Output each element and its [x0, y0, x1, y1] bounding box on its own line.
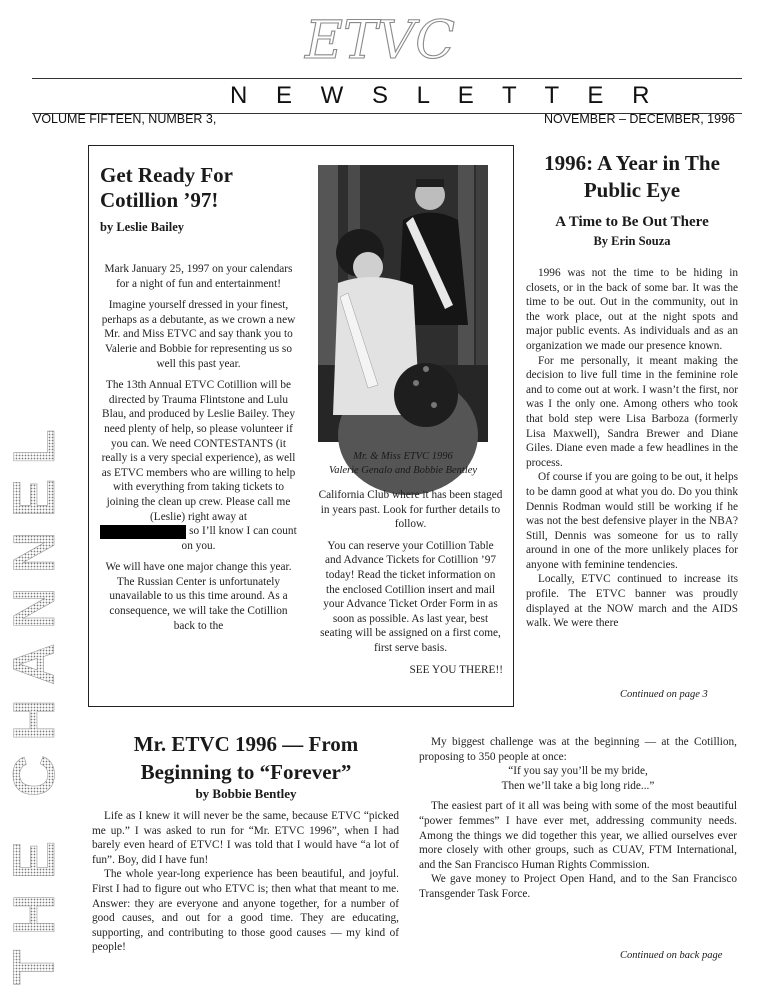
feature-column-2 — [318, 488, 503, 684]
feature-paragraph: You can reserve your Cotillion Table and Advance Tickets for Cotillion ’97 today! Read the ticket information on the enclosed Cotillion insert and mail your Advance Ticket Order Form in as soon as possible. As last year, best seating will be assigned on a first come, first serve basis. — [320, 539, 501, 654]
verse-line: Then we’ll take a big long ride...” — [501, 779, 655, 792]
year-article-title: 1996: A Year in The Public Eye — [544, 151, 720, 202]
mr-miss-etvc-photo — [318, 165, 488, 442]
article-paragraph: 1996 was not the time to be hiding in closets, or in the back of some bar. It was the time to be out. Out in the community, out in the work place, out at the night spots and major public events. As individuals and as an organization we made our presence known. — [526, 267, 738, 352]
photo-caption: Mr. & Miss ETVC 1996 Valerie Genalo and Bobbie Bentley — [328, 451, 478, 476]
article-paragraph: Locally, ETVC continued to increase its profile. The ETVC banner was proudly displayed at the NOW march and the AIDS walk. We were there — [526, 573, 738, 630]
article-paragraph: We gave money to Project Open Hand, and to the San Francisco Transgender Task Force. — [419, 873, 737, 900]
feature-byline: by Leslie Bailey — [100, 220, 185, 234]
masthead-top-rule — [32, 78, 742, 79]
svg-text:ETVC: ETVC — [305, 11, 455, 71]
article-paragraph: My biggest challenge was at the beginning — at the Cotillion, proposing to 350 people at once: — [419, 736, 737, 763]
feature-title: Get Ready For Cotillion ’97! — [100, 163, 233, 212]
article-paragraph: Of course if you are going to be out, it helps to be damn good at what you do. Do you think Dennis Rodman would still be working if he was not the best defensive player in the NBA? Still, Dennis was someone for us to rally around in one of the more unlikely places for anyone with feminine tendencies. — [526, 471, 738, 571]
issue-date: NOVEMBER – DECEMBER, 1996 — [543, 112, 735, 126]
volume-info: VOLUME FIFTEEN, NUMBER 3, — [33, 112, 217, 126]
etvc-logo — [270, 10, 490, 70]
feature-closing: SEE YOU THERE!! — [409, 663, 503, 676]
redacted-phone-number — [100, 525, 186, 539]
article-paragraph: The easiest part of it all was being with some of the most beautiful “power femmes” I have ever met, addressing community needs. Among the things we did together this year, we allied ourselves ever more closely with other groups, such as CUAV, FTM International, and the San Francisco Human Rights Commission. — [419, 800, 737, 871]
feature-column-1 — [100, 262, 297, 640]
feature-paragraph: The 13th Annual ETVC Cotillion will be directed by Trauma Flintstone and Lulu Blau, and produced by Leslie Bailey. They need plenty of help, so please volunteer if you can. We need CONTESTANTS (it really is a very special experience), as well as ETVC members who are willing to help with everything from taking tickets to joining the clean up crew. Please call me (Leslie) right away at so I’ll know I can count on you. — [101, 379, 297, 552]
mr-etvc-column-2 — [419, 735, 737, 902]
continued-on-page-3: Continued on page 3 — [620, 689, 708, 700]
mr-etvc-byline: by Bobbie Bentley — [195, 786, 297, 801]
year-article-body — [526, 266, 738, 631]
feature-paragraph: Mark January 25, 1997 on your calendars for a night of fun and entertainment! — [104, 263, 293, 290]
feature-paragraph: Imagine yourself dressed in your finest, perhaps as a debutante, as we crown a new Mr. and Miss ETVC and say thank you to Valerie and Bobbie for representing us so well this past year. — [101, 299, 296, 370]
svg-text:THE CHANNEL: THE CHANNEL — [2, 415, 67, 985]
verse-line: “If you say you’ll be my bride, — [508, 765, 648, 778]
mr-etvc-title: Mr. ETVC 1996 — From Beginning to “Forever” — [133, 732, 359, 784]
article-paragraph: The whole year-long experience has been beautiful, and joyful. First I had to figure out who ETVC is; then what that meant to me. Answer: they are everyone and anyone together, for a number of good causes, and out for a good time. They are educating, supporting, and contributing to those good causes — my kind of people! — [92, 868, 399, 954]
article-paragraph: For me personally, it meant making the decision to live full time in the feminine role and to come out at work. I wasn’t the first, nor was I the only one. Among others who took that bold step were Lisa Barboza (formerly Lisa Maxwell), Sandra Brewer and Diane Giles. Diane even made a few headlines in the process. — [526, 354, 738, 469]
feature-paragraph: California Club where it has been staged in years past. Look for further details to follow. — [318, 489, 503, 531]
article-paragraph: Life as I knew it will never be the same, because ETVC “picked me up.” I was asked to run for “Mr. ETVC 1996”, when I had barely even heard of ETVC! I was told that I would have “a lot of fun”. Boy, did I have fun! — [92, 810, 399, 866]
feature-paragraph: We will have one major change this year. The Russian Center is unfortunately unavailable to us this time around. As a consequence, we will take the Cotillion back to the — [105, 561, 292, 632]
year-article-subtitle: A Time to Be Out There — [555, 214, 709, 230]
newsletter-heading: N E W S L E T T E R — [230, 82, 661, 109]
continued-on-back-page: Continued on back page — [620, 950, 723, 961]
mr-etvc-column-1 — [92, 809, 399, 955]
side-title-the-channel — [2, 150, 67, 990]
year-article-byline: By Erin Souza — [593, 234, 671, 248]
